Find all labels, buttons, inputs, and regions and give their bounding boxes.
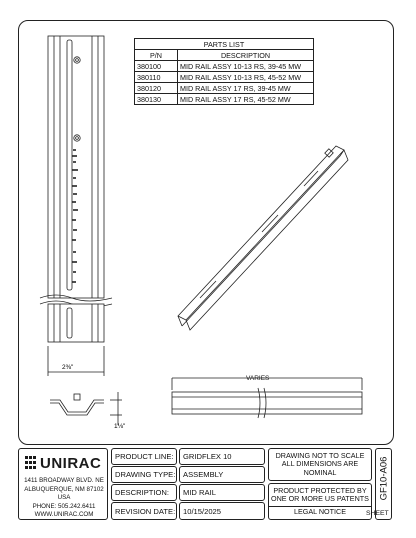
parts-header-description: DESCRIPTION [178, 50, 314, 61]
width-dimension-label: 2⅜" [62, 364, 74, 371]
company-name: UNIRAC [40, 455, 102, 472]
product-line-label: PRODUCT LINE: [111, 448, 177, 465]
part-number: 380110 [135, 72, 178, 83]
title-block [18, 448, 392, 520]
parts-header-pn: P/N [135, 50, 178, 61]
company-logo [25, 455, 101, 472]
rail-end-profile [50, 392, 122, 425]
rail-side-view [172, 378, 362, 418]
rail-front-view [40, 36, 112, 342]
part-description: MID RAIL ASSY 10-13 RS, 39-45 MW [178, 61, 314, 72]
patent-note-line: ONE OR MORE US PATENTS [271, 494, 369, 504]
address-line: ALBUQUERQUE, NM 87102 USA [24, 485, 104, 502]
company-phone: PHONE: 505.242.6411 [32, 502, 96, 510]
unirac-logo-icon [25, 456, 37, 470]
product-line-value: GRIDFLEX 10 [179, 448, 265, 465]
part-description: MID RAIL ASSY 10-13 RS, 45-52 MW [178, 72, 314, 83]
part-description: MID RAIL ASSY 17 RS, 39-45 MW [178, 83, 314, 94]
company-website: WWW.UNIRAC.COM [34, 511, 94, 519]
parts-list-title: PARTS LIST [135, 39, 314, 50]
drawing-type-label: DRAWING TYPE: [111, 466, 177, 483]
legal-notice: LEGAL NOTICE [269, 506, 371, 516]
scale-note-line: DRAWING NOT TO SCALE [275, 450, 365, 460]
part-description: MID RAIL ASSY 17 RS, 45-52 MW [178, 94, 314, 105]
part-number: 380120 [135, 83, 178, 94]
sheet-id-text: GF10-A06 [378, 456, 390, 500]
part-number: 380130 [135, 94, 178, 105]
scale-note [268, 448, 372, 481]
sheet-id [377, 450, 391, 506]
part-number: 380100 [135, 61, 178, 72]
company-logo-box [18, 448, 108, 520]
scale-note-line: ALL DIMENSIONS ARE [281, 459, 359, 469]
patent-note [268, 483, 372, 520]
sheet-label: SHEET [366, 510, 389, 517]
company-address [19, 477, 109, 520]
description-value: MID RAIL [179, 484, 265, 501]
description-label: DESCRIPTION: [111, 484, 177, 501]
drawing-type-value: ASSEMBLY [179, 466, 265, 483]
length-dimension-label: VARIES [246, 375, 270, 382]
revision-date-label: REVISION DATE: [111, 502, 177, 520]
address-line: 1411 BROADWAY BLVD. NE [24, 477, 104, 484]
rail-isometric-view [178, 146, 348, 330]
revision-date-value: 10/15/2025 [179, 502, 265, 520]
patent-note-line: PRODUCT PROTECTED BY [273, 485, 367, 495]
scale-note-line: NOMINAL [303, 467, 337, 477]
height-dimension-label: 1⅛" [114, 423, 126, 430]
